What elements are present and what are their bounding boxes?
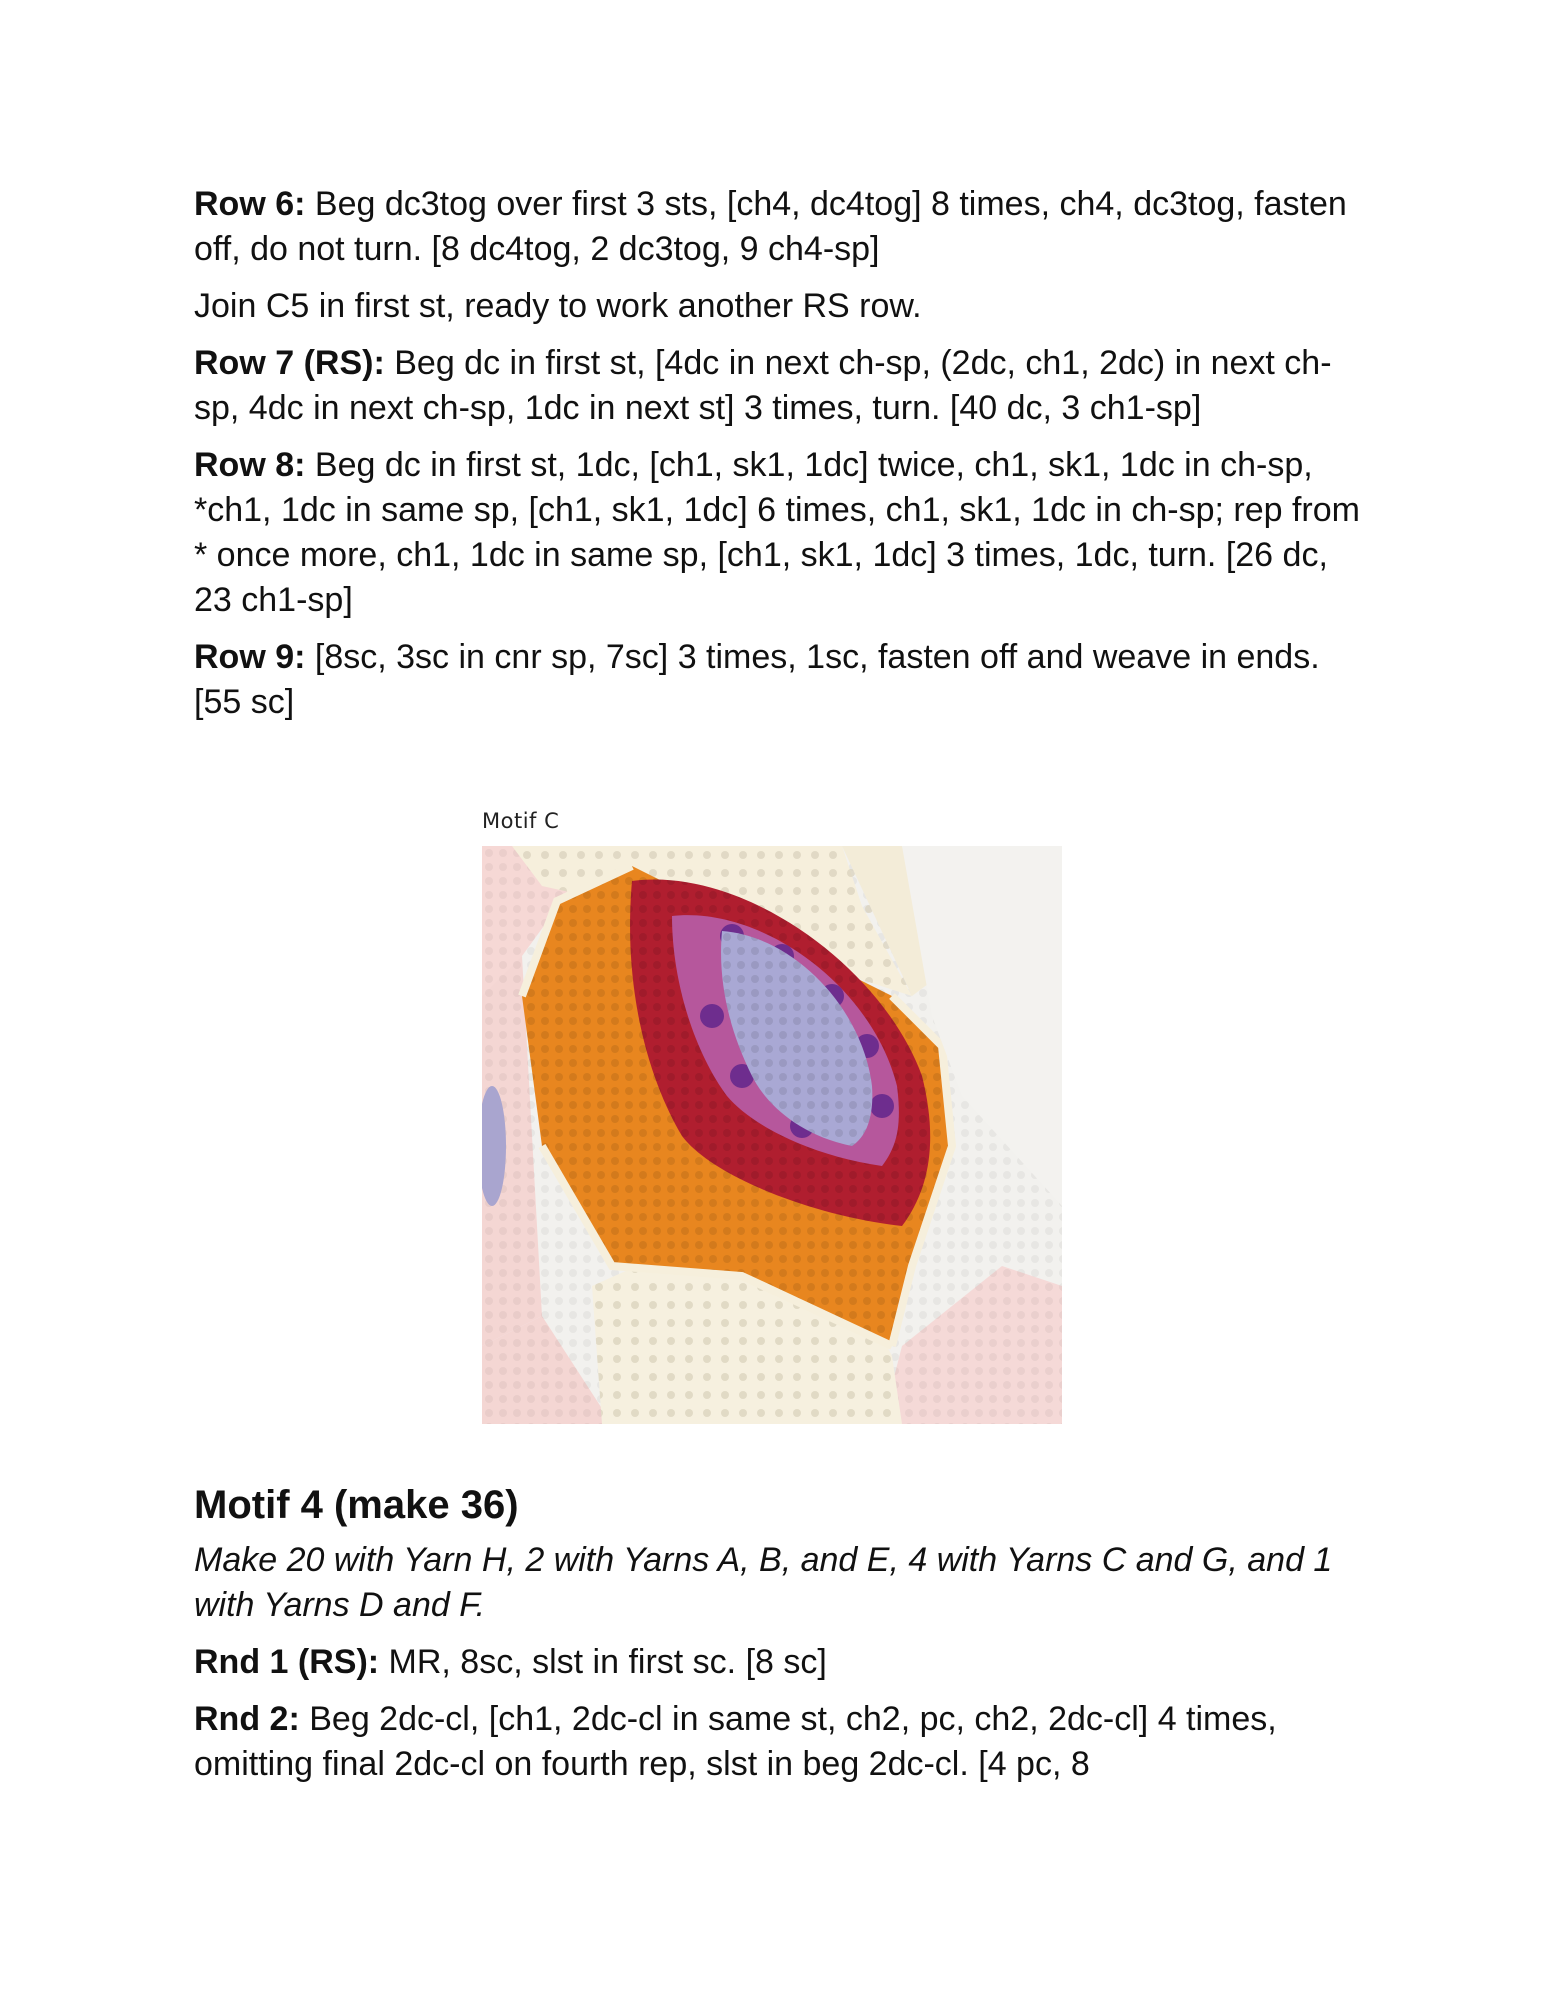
round-2: Rnd 2: Beg 2dc-cl, [ch1, 2dc-cl in same st, ch2, pc, ch2, 2dc-cl] 4 times, omitting final 2dc-cl on fourth rep, slst in beg 2dc-cl. [4 pc, 8	[194, 1700, 1277, 1783]
figure-caption: Motif C	[482, 809, 560, 833]
row-8: Row 8: Beg dc in first st, 1dc, [ch1, sk1, 1dc] twice, ch1, sk1, 1dc in ch-sp, *ch1, 1dc in same sp, [ch1, sk1, 1dc] 6 times, ch1, sk1, 1dc in ch-sp; rep from * once more, ch1, 1dc in same sp, [ch1, sk1, 1dc] 3 times, 1dc, turn. [26 dc, 23 ch1-sp]	[194, 446, 1360, 619]
row-6: Row 6: Beg dc3tog over first 3 sts, [ch4, dc4tog] 8 times, ch4, dc3tog, fasten off, do not turn. [8 dc4tog, 2 dc3tog, 9 ch4-sp]	[194, 185, 1347, 268]
row-7: Row 7 (RS): Beg dc in first st, [4dc in next ch-sp, (2dc, ch1, 2dc) in next ch-sp, 4dc in next ch-sp, 1dc in next st] 3 times, turn. [40 dc, 3 ch1-sp]	[194, 344, 1332, 427]
row-9: Row 9: [8sc, 3sc in cnr sp, 7sc] 3 times, 1sc, fasten off and weave in ends. [55 sc]	[194, 638, 1320, 721]
motif-4-section	[194, 1480, 1364, 1799]
pattern-rows	[194, 182, 1364, 737]
crochet-motif-photo	[482, 846, 1062, 1424]
section-title: Motif 4 (make 36)	[194, 1483, 519, 1527]
join-instruction: Join C5 in first st, ready to work another RS row.	[194, 287, 922, 325]
section-intro: Make 20 with Yarn H, 2 with Yarns A, B, and E, 4 with Yarns C and G, and 1 with Yarns D and F.	[194, 1541, 1333, 1624]
motif-figure	[482, 808, 1062, 1424]
round-1: Rnd 1 (RS): MR, 8sc, slst in first sc. [8 sc]	[194, 1643, 827, 1681]
